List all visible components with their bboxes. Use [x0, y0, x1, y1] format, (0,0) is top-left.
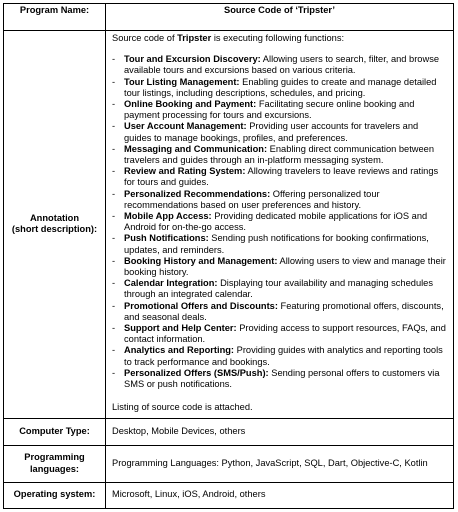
function-item	[112, 301, 447, 323]
function-title: Tour Listing Management:	[124, 76, 240, 87]
function-description: Allowing travelers to leave reviews and ratings for tours and guides.	[124, 166, 439, 188]
computer-type-label: Computer Type:	[4, 418, 106, 445]
function-description: Displaying tour availability and managing schedules through an integrated calendar.	[124, 278, 434, 300]
programming-languages-label	[4, 445, 106, 482]
function-title: User Account Management:	[124, 121, 247, 132]
function-description: Offering personalized tour recommendations based on user preferences and history.	[124, 188, 380, 210]
function-description: Allowing users to view and manage their booking history.	[124, 255, 446, 278]
function-title: Push Notifications:	[124, 233, 209, 244]
function-title: Personalized Offers (SMS/Push):	[124, 367, 269, 378]
function-title: Booking History and Management:	[124, 255, 278, 266]
function-title: Analytics and Reporting:	[124, 345, 235, 356]
annotation-label	[4, 31, 106, 419]
function-description: Enabling guides to create and manage detailed tour listings, including descriptions, schedules, and pricing.	[124, 76, 437, 98]
function-description: Providing access to support resources, FAQs, and contact information.	[124, 323, 446, 345]
function-title: Tour and Excursion Discovery:	[124, 54, 261, 65]
function-item	[112, 77, 447, 99]
function-item	[112, 144, 447, 166]
function-item	[112, 189, 447, 211]
function-description: Sending personal offers to customers via SMS or push notifications.	[124, 367, 440, 390]
function-title: Support and Help Center:	[124, 323, 237, 334]
annotation-label-line1: Annotation	[29, 213, 80, 224]
function-item	[112, 368, 447, 390]
function-description: Enabling direct communication between travelers and guides through an in-platform messaging system.	[124, 143, 435, 166]
operating-system-label: Operating system:	[4, 482, 106, 508]
function-description: Providing user accounts for travelers and guides to manage bookings, profiles, and preferences.	[124, 121, 419, 143]
program-name-value: Source Code of ‘Tripster’	[106, 4, 454, 31]
program-name-label: Program Name:	[4, 4, 106, 31]
function-title: Mobile App Access:	[124, 211, 212, 222]
annotation-outro: Listing of source code is attached.	[112, 402, 253, 413]
intro-program-name: Tripster	[177, 33, 212, 43]
function-title: Promotional Offers and Discounts:	[124, 300, 278, 311]
programming-languages-value: Programming Languages: Python, JavaScript, SQL, Dart, Objective-C, Kotlin	[106, 445, 454, 482]
operating-system-value: Microsoft, Linux, iOS, Android, others	[106, 482, 454, 508]
function-description: Featuring promotional offers, discounts, and seasonal deals.	[124, 300, 444, 322]
function-item	[112, 99, 447, 121]
operating-system-row	[4, 482, 454, 508]
intro-prefix: Source code of	[112, 33, 178, 43]
function-title: Personalized Recommendations:	[124, 188, 271, 199]
programming-languages-row	[4, 445, 454, 482]
programming-languages-label-line1: Programming	[24, 452, 85, 463]
function-item	[112, 54, 447, 76]
computer-type-row	[4, 418, 454, 445]
function-title: Review and Rating System:	[124, 166, 246, 177]
intro-suffix: is executing following functions:	[211, 33, 345, 43]
function-title: Online Booking and Payment:	[124, 99, 257, 110]
function-description: Sending push notifications for booking confirmations, updates, and reminders.	[124, 233, 429, 255]
header-row	[4, 4, 454, 31]
function-item	[112, 278, 447, 300]
function-description: Allowing users to search, filter, and browse available tours and excursions based on various criteria.	[124, 54, 440, 76]
function-description: Facilitating secure online booking and payment processing for tours and excursions.	[124, 99, 415, 121]
program-info-table	[3, 3, 454, 509]
function-item	[112, 211, 447, 233]
annotation-label-line2: (short description):	[11, 224, 98, 235]
annotation-row	[4, 31, 454, 419]
function-item	[112, 256, 447, 278]
function-item	[112, 323, 447, 345]
function-item	[112, 166, 447, 188]
function-title: Messaging and Communication:	[124, 143, 268, 154]
function-item	[112, 233, 447, 255]
function-item	[112, 345, 447, 367]
annotation-description	[106, 31, 454, 419]
computer-type-value: Desktop, Mobile Devices, others	[106, 418, 454, 445]
function-list	[112, 54, 447, 390]
function-description: Providing guides with analytics and reporting tools to track performance and bookings.	[124, 345, 443, 367]
function-item	[112, 121, 447, 143]
annotation-intro	[112, 33, 447, 44]
programming-languages-label-line2: languages:	[29, 463, 80, 474]
function-title: Calendar Integration:	[124, 278, 218, 289]
function-description: Providing dedicated mobile applications for iOS and Android for on-the-go access.	[124, 211, 428, 233]
